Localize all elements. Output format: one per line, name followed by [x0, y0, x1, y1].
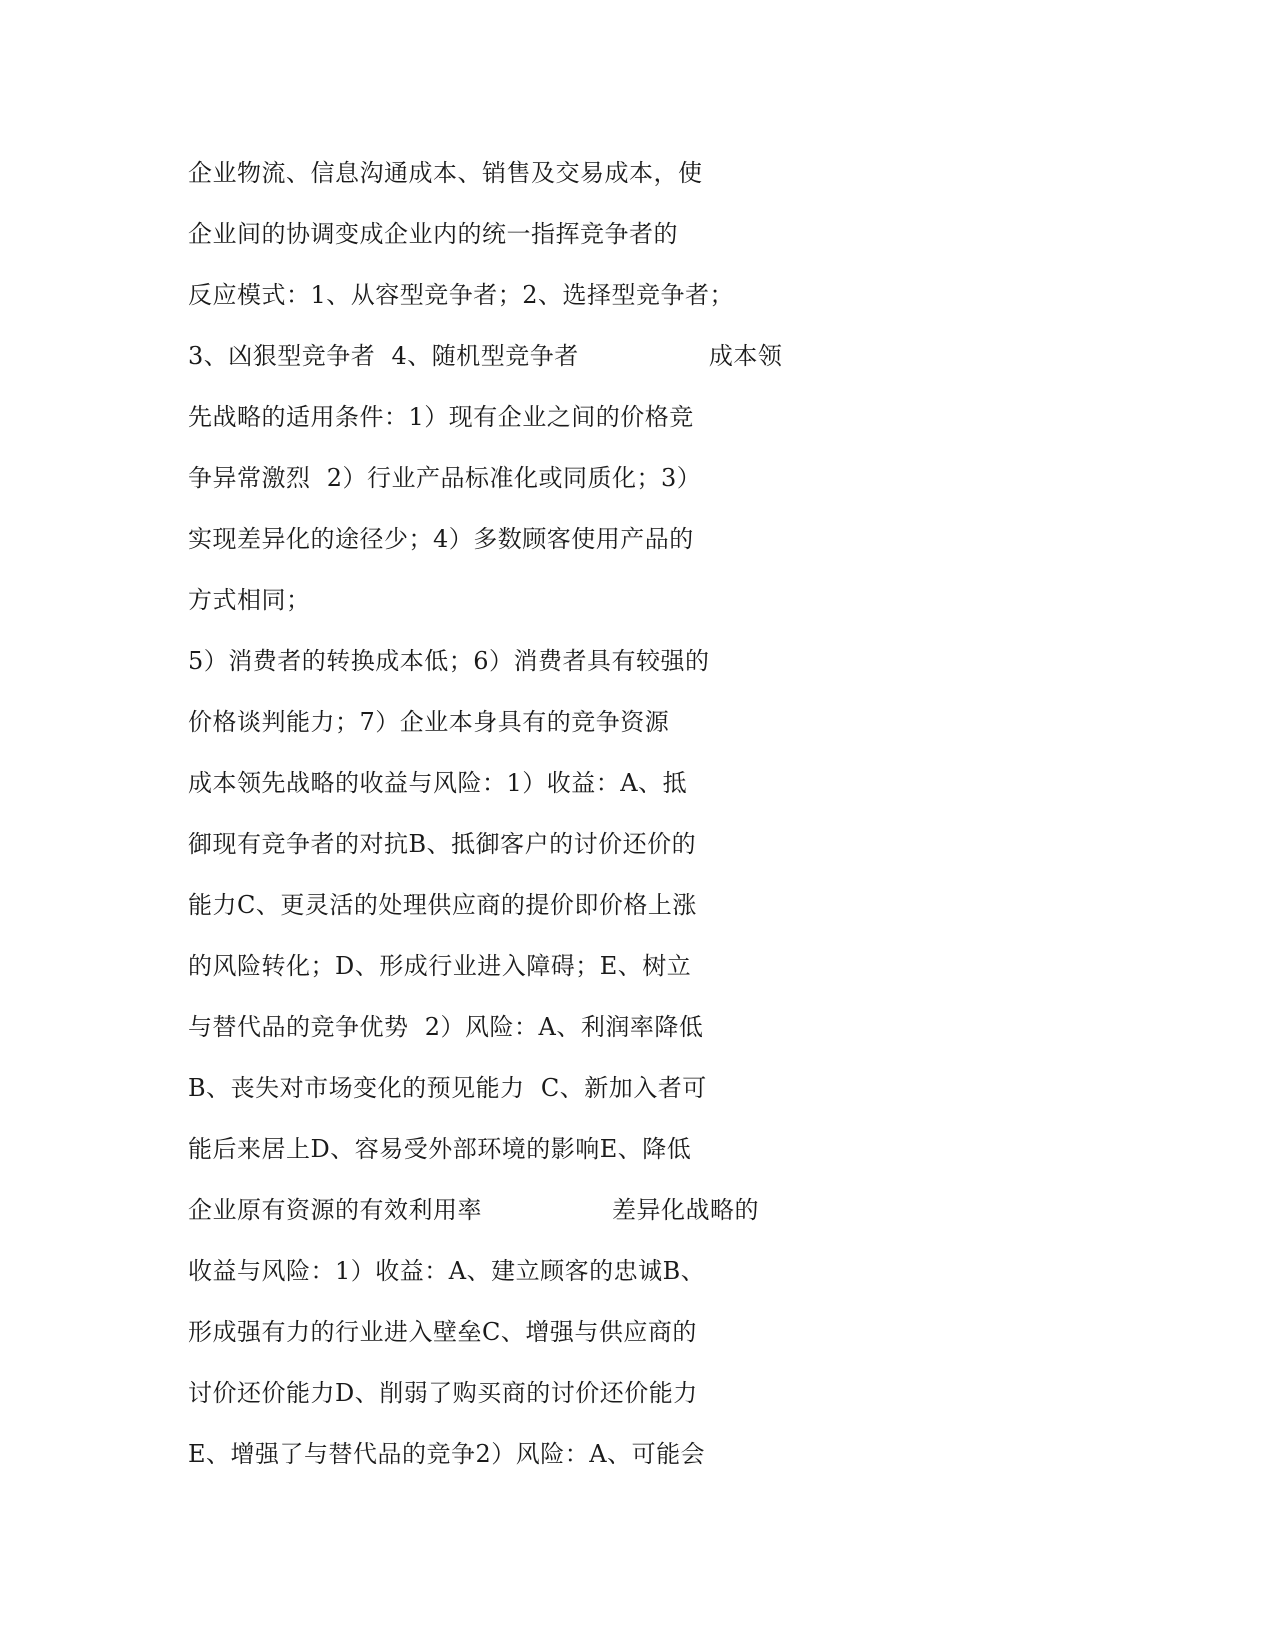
text-line: 企业间的协调变成企业内的统一指挥竞争者的 [188, 220, 678, 248]
text-line: 形成强有力的行业进入壁垒C、增强与供应商的 [188, 1318, 697, 1346]
text-line: 的风险转化；D、形成行业进入障碍；E、树立 [188, 952, 692, 980]
text-line: 收益与风险：1）收益：A、建立顾客的忠诚B、 [188, 1257, 706, 1285]
body-text [188, 143, 788, 1485]
text-line: 价格谈判能力；7）企业本身具有的竞争资源 [188, 708, 670, 736]
text-line: 实现差异化的途径少；4）多数顾客使用产品的 [188, 525, 694, 553]
text-line: 先战略的适用条件：1）现有企业之间的价格竞 [188, 403, 694, 431]
text-line: B、丧失对市场变化的预见能力 C、新加入者可 [188, 1074, 707, 1102]
text-line: 3、凶狠型竞争者 4、随机型竞争者 成本领 [188, 342, 783, 370]
text-line: 企业原有资源的有效利用率 差异化战略的 [188, 1196, 760, 1224]
text-line: 能后来居上D、容易受外部环境的影响E、降低 [188, 1135, 692, 1163]
text-line: E、增强了与替代品的竞争2）风险：A、可能会 [188, 1440, 706, 1468]
text-line: 御现有竞争者的对抗B、抵御客户的讨价还价的 [188, 830, 697, 858]
text-line: 反应模式：1、从容型竞争者；2、选择型竞争者； [188, 281, 735, 309]
text-line: 讨价还价能力D、削弱了购买商的讨价还价能力 [188, 1379, 698, 1407]
text-line: 5）消费者的转换成本低；6）消费者具有较强的 [188, 647, 710, 675]
text-line: 企业物流、信息沟通成本、销售及交易成本，使 [188, 159, 703, 187]
text-line: 争异常激烈 2）行业产品标准化或同质化；3） [188, 464, 702, 492]
text-line: 方式相同； [188, 586, 311, 614]
text-line: 成本领先战略的收益与风险：1）收益：A、抵 [188, 769, 688, 797]
text-line: 与替代品的竞争优势 2）风险：A、利润率降低 [188, 1013, 704, 1041]
text-line: 能力C、更灵活的处理供应商的提价即价格上涨 [188, 891, 697, 919]
